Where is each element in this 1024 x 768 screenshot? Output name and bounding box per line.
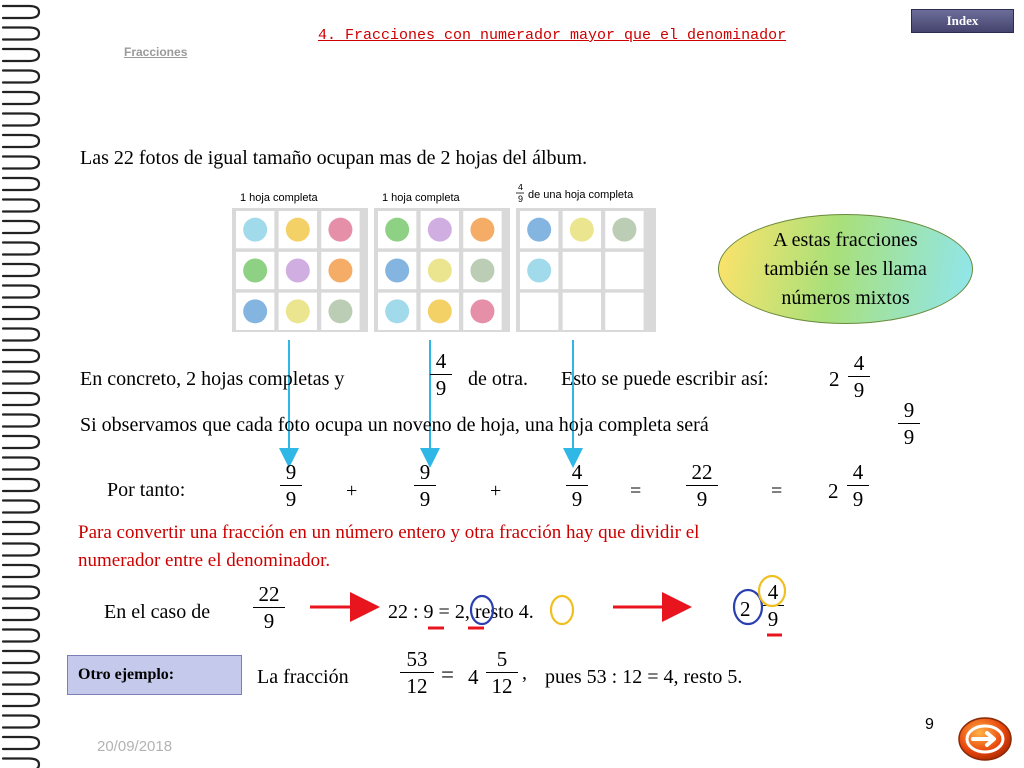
slide-date: 20/09/2018 xyxy=(97,738,173,755)
spiral-ring xyxy=(3,501,39,513)
spiral-ring xyxy=(3,350,39,362)
spiral-ring xyxy=(3,479,39,491)
index-button[interactable]: Index xyxy=(911,9,1014,33)
photo-slot xyxy=(605,252,643,289)
concreto-mixed-num: 4 xyxy=(853,351,865,375)
spiral-ring xyxy=(3,694,39,706)
photo xyxy=(243,259,267,283)
photo-slot xyxy=(605,293,643,330)
spiral-ring xyxy=(3,651,39,663)
otro-comma: , xyxy=(522,662,527,684)
slide-title-link[interactable]: 4. Fracciones con numerador mayor que el denominador xyxy=(318,27,787,44)
concreto-write: Esto se puede escribir así: xyxy=(561,368,769,390)
por-tanto-frac-1: 9 9 xyxy=(280,460,302,511)
photo xyxy=(243,218,267,242)
equals-sign-2: = xyxy=(771,480,783,502)
spiral-ring xyxy=(3,372,39,384)
album-illustration xyxy=(230,184,660,336)
bubble-line-1: A estas fracciones xyxy=(773,228,918,251)
concreto-mixed-fraction xyxy=(848,351,870,402)
spiral-ring xyxy=(3,157,39,169)
photo xyxy=(286,259,310,283)
next-arrow-icon[interactable] xyxy=(957,716,1013,762)
plus-sign-2: + xyxy=(490,480,502,502)
por-tanto-frac-2: 9 9 xyxy=(414,460,436,511)
otro-mixed-fraction: 5 12 xyxy=(486,647,518,698)
spiral-ring xyxy=(3,608,39,620)
page-number: 9 xyxy=(925,716,934,733)
photo xyxy=(286,299,310,323)
caso-fraction: 22 9 xyxy=(253,582,285,633)
spiral-ring xyxy=(3,544,39,556)
photo xyxy=(527,218,551,242)
observe-fraction xyxy=(898,398,920,449)
spiral-ring xyxy=(3,200,39,212)
caso-annotations xyxy=(300,575,820,645)
spiral-ring xyxy=(3,135,39,147)
spiral-ring xyxy=(3,393,39,405)
spiral-ring xyxy=(3,221,39,233)
concreto-mixed-den: 9 xyxy=(853,378,865,402)
rule-line-1: Para convertir una fracción en un número entero y otra fracción hay que dividir el xyxy=(78,522,700,543)
intro-sentence: Las 22 fotos de igual tamaño ocupan mas de 2 hojas del álbum. xyxy=(80,147,588,169)
album-label-1: 1 hoja completa xyxy=(240,192,318,204)
yellow-circle-numerator xyxy=(759,576,785,606)
spiral-ring xyxy=(3,178,39,190)
observe-text: Si observamos que cada foto ocupa un noveno de hoja, una hoja completa será xyxy=(80,414,709,436)
photo xyxy=(527,259,551,283)
rule-line-2: numerador entre el denominador. xyxy=(78,550,331,571)
caso-label: En el caso de xyxy=(104,601,211,623)
concreto-text: En concreto, 2 hojas completas y xyxy=(80,368,345,390)
concreto-frac-num: 4 xyxy=(435,349,447,373)
caso-mixed-fraction: 4 9 xyxy=(762,580,784,631)
spiral-ring xyxy=(3,243,39,255)
bubble-line-3: números mixtos xyxy=(781,286,910,309)
spiral-ring xyxy=(3,565,39,577)
por-tanto-label: Por tanto: xyxy=(107,479,186,501)
blue-circle-whole xyxy=(734,590,762,624)
spiral-ring xyxy=(3,522,39,534)
spiral-ring xyxy=(3,28,39,40)
photo xyxy=(428,299,452,323)
spiral-ring xyxy=(3,286,39,298)
spiral-ring xyxy=(3,415,39,427)
mixed-numbers-bubble xyxy=(718,214,973,324)
photo-slot xyxy=(520,293,558,330)
photo xyxy=(286,218,310,242)
concreto-frac-den: 9 xyxy=(435,376,447,400)
otro-ejemplo-button[interactable]: Otro ejemplo: xyxy=(67,655,242,695)
photo xyxy=(470,218,494,242)
yellow-circle-remainder xyxy=(551,596,573,624)
observe-frac-num: 9 xyxy=(903,398,915,422)
album-label-3-den: 9 xyxy=(518,194,524,204)
bubble-line-2: también se les llama xyxy=(764,257,927,280)
concreto-after: de otra. xyxy=(468,368,528,390)
spiral-ring xyxy=(3,329,39,341)
observe-frac-den: 9 xyxy=(903,425,915,449)
por-tanto-mixed-fraction: 4 9 xyxy=(847,460,869,511)
spiral-ring xyxy=(3,587,39,599)
spiral-ring xyxy=(3,114,39,126)
por-tanto-frac-3: 4 9 xyxy=(566,460,588,511)
otro-mixed-whole: 4 xyxy=(468,665,479,689)
otro-equals: = xyxy=(441,662,454,687)
caso-division: 22 : 9 = 2, resto 4. xyxy=(388,601,534,623)
photo xyxy=(385,299,409,323)
spiral-ring xyxy=(3,458,39,470)
spiral-ring xyxy=(3,436,39,448)
caso-mixed-whole: 2 xyxy=(740,597,751,621)
spiral-ring xyxy=(3,630,39,642)
photo-slot xyxy=(563,252,601,289)
photo xyxy=(328,299,352,323)
photo xyxy=(385,218,409,242)
concreto-mixed-whole: 2 xyxy=(829,367,840,391)
breadcrumb-link[interactable]: Fracciones xyxy=(124,45,188,59)
conversion-rule xyxy=(78,519,958,575)
spiral-ring xyxy=(3,49,39,61)
photo xyxy=(470,259,494,283)
spiral-binding xyxy=(0,0,44,768)
photo xyxy=(470,299,494,323)
spiral-ring xyxy=(3,307,39,319)
album-label-2: 1 hoja completa xyxy=(382,192,460,204)
plus-sign-1: + xyxy=(346,480,358,502)
photo xyxy=(570,218,594,242)
spiral-ring xyxy=(3,264,39,276)
por-tanto-frac-4: 22 9 xyxy=(686,460,718,511)
photo xyxy=(328,218,352,242)
photo xyxy=(428,259,452,283)
blue-circle-quotient xyxy=(471,596,493,624)
photo-slot xyxy=(563,293,601,330)
photo xyxy=(385,259,409,283)
otro-label: La fracción xyxy=(257,666,349,688)
spiral-ring xyxy=(3,71,39,83)
album-label-3-text: de una hoja completa xyxy=(528,189,634,201)
otro-explanation: pues 53 : 12 = 4, resto 5. xyxy=(545,666,743,688)
spiral-ring xyxy=(3,673,39,685)
spiral-ring xyxy=(3,737,39,749)
photo xyxy=(243,299,267,323)
album-label-3-num: 4 xyxy=(518,184,524,192)
spiral-ring xyxy=(3,716,39,728)
equals-sign-1: = xyxy=(630,480,642,502)
photo xyxy=(612,218,636,242)
concreto-fraction xyxy=(430,349,452,400)
por-tanto-mixed-whole: 2 xyxy=(828,479,839,503)
otro-fraction: 53 12 xyxy=(400,647,434,698)
photo xyxy=(428,218,452,242)
spiral-ring xyxy=(3,6,39,18)
spiral-ring xyxy=(3,92,39,104)
spiral-ring xyxy=(3,759,39,768)
photo xyxy=(328,259,352,283)
